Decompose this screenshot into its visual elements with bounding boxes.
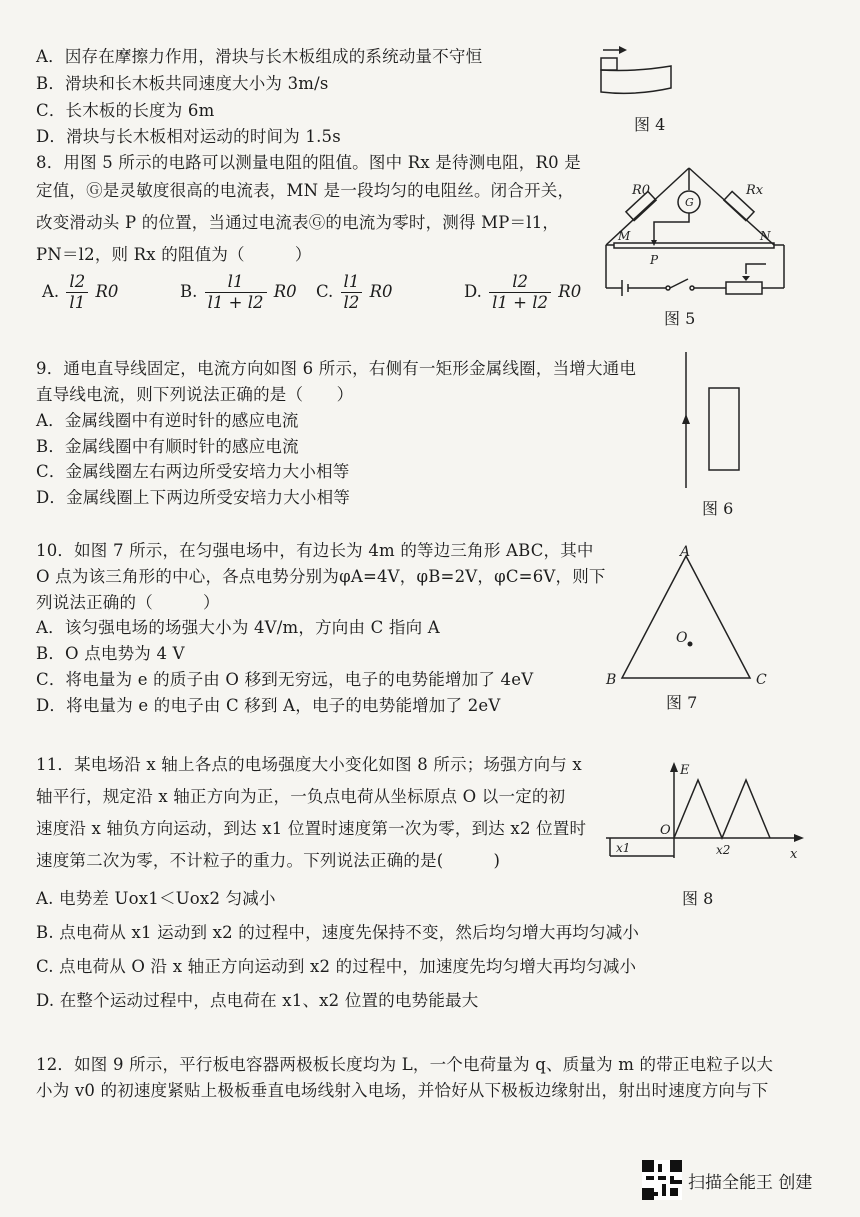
numerator: l2	[489, 272, 551, 293]
q8-option-c-label: C.	[316, 282, 334, 301]
q8-line-1: 8．用图 5 所示的电路可以测量电阻的阻值。图中 Rx 是待测电阻，R0 是	[36, 153, 581, 172]
q9-line-2: 直导线电流，则下列说法正确的是（ ）	[36, 385, 354, 404]
q8-option-b-label: B.	[180, 282, 198, 301]
q8-option-b	[180, 272, 297, 313]
q8-option-a	[42, 272, 118, 313]
q8-option-d-tail: R0	[558, 282, 582, 301]
denominator: l1 + l2	[207, 293, 264, 312]
q8-option-a-fraction	[66, 272, 88, 313]
q8-line-3: 改变滑动头 P 的位置，当通过电流表Ⓖ的电流为零时，测得 MP＝l1，	[36, 213, 560, 232]
figure-8-caption: 图 8	[682, 889, 714, 908]
figure-8-graph	[604, 758, 808, 868]
figure-5-circuit	[596, 160, 796, 305]
figure-4-caption: 图 4	[634, 115, 666, 134]
fig7-label-o: O	[676, 630, 688, 646]
q11-option-d: D. 在整个运动过程中，点电荷在 x1、x2 位置的电势能最大	[36, 991, 479, 1010]
fig7-label-b: B	[606, 672, 617, 688]
q8-option-d-fraction	[489, 272, 551, 313]
figure-4	[595, 40, 675, 100]
q8-option-c-fraction	[341, 272, 363, 313]
q9-option-b: B．金属线圈中有顺时针的感应电流	[36, 437, 299, 456]
numerator: l1	[205, 272, 267, 293]
q8-option-d-label: D.	[464, 282, 482, 301]
fig5-label-n: N	[760, 229, 771, 243]
q9-option-a: A．金属线圈中有逆时针的感应电流	[36, 411, 299, 430]
scanner-watermark	[642, 1160, 812, 1200]
q9-option-d: D．金属线圈上下两边所受安培力大小相等	[36, 488, 351, 507]
q10-line-3: 列说法正确的（ ）	[36, 593, 220, 612]
q11-option-c: C. 点电荷从 O 沿 x 轴正方向运动到 x2 的过程中，加速度先均匀增大再均匀减小	[36, 957, 637, 976]
q10-option-b: B．O 点电势为 4 V	[36, 644, 185, 663]
figure-5-caption: 图 5	[664, 309, 696, 328]
fig5-label-g: G	[685, 196, 694, 209]
q11-line-4: 速度第二次为零，不计粒子的重力。下列说法正确的是( )	[36, 851, 501, 870]
fig8-label-x1: x1	[616, 841, 631, 855]
fig8-label-o: O	[660, 823, 671, 838]
q8-line-4: PN＝l2，则 Rx 的阻值为（ ）	[36, 245, 312, 264]
q8-option-b-tail: R0	[273, 282, 297, 301]
figure-6	[676, 348, 746, 493]
q11-line-3: 速度沿 x 轴负方向运动，到达 x1 位置时速度第一次为零，到达 x2 位置时	[36, 819, 587, 838]
q12-line-1: 12．如图 9 所示，平行板电容器两极板长度均为 L，一个电荷量为 q、质量为 m 的带正电粒子以大	[36, 1055, 774, 1074]
q9-line-1: 9．通电直导线固定，电流方向如图 6 所示，右侧有一矩形金属线圈，当增大通电	[36, 359, 637, 378]
figure-7-triangle	[600, 542, 780, 690]
q11-option-a: A. 电势差 Uox1＜Uox2 匀减小	[36, 889, 276, 908]
q11-option-b: B. 点电荷从 x1 运动到 x2 的过程中，速度先保持不变，然后均匀增大再均匀减小	[36, 923, 640, 942]
q8-option-a-label: A.	[42, 282, 60, 301]
q8-option-a-tail: R0	[95, 282, 119, 301]
denominator: l1 + l2	[492, 293, 549, 312]
q10-line-1: 10．如图 7 所示，在匀强电场中，有边长为 4m 的等边三角形 ABC，其中	[36, 541, 594, 560]
q7-option-a: A．因存在摩擦力作用，滑块与长木板组成的系统动量不守恒	[36, 47, 483, 66]
fig8-label-x2: x2	[716, 843, 731, 857]
fig5-label-p: P	[650, 253, 659, 267]
fig8-label-e: E	[680, 763, 690, 778]
fig5-label-r0: R0	[632, 183, 651, 198]
fig5-label-m: M	[618, 229, 631, 243]
q12-line-2: 小为 v0 的初速度紧贴上极板垂直电场线射入电场，并恰好从下极板边缘射出，射出时速度方向与下	[36, 1081, 769, 1100]
fig5-label-rx: Rx	[746, 183, 764, 198]
q10-option-c: C．将电量为 e 的质子由 O 移到无穷远，电子的电势能增加了 4eV	[36, 670, 534, 689]
q8-line-2: 定值，Ⓖ是灵敏度很高的电流表，MN 是一段均匀的电阻丝。闭合开关，	[36, 181, 575, 200]
q10-line-2: O 点为该三角形的中心，各点电势分别为φA=4V，φB=2V，φC=6V，则下	[36, 567, 606, 586]
denominator: l1	[69, 293, 86, 312]
q8-option-b-fraction	[205, 272, 267, 313]
numerator: l1	[341, 272, 363, 293]
q8-option-d	[464, 272, 581, 313]
q7-option-b: B．滑块和长木板共同速度大小为 3m/s	[36, 74, 329, 93]
qr-code-icon	[642, 1160, 682, 1200]
figure-6-caption: 图 6	[702, 499, 734, 518]
denominator: l2	[343, 293, 360, 312]
watermark-text: 扫描全能王 创建	[688, 1172, 813, 1193]
q10-option-d: D．将电量为 e 的电子由 C 移到 A，电子的电势能增加了 2eV	[36, 696, 501, 715]
q10-option-a: A．该匀强电场的场强大小为 4V/m，方向由 C 指向 A	[36, 618, 440, 637]
fig7-label-c: C	[756, 672, 767, 688]
q9-option-c: C．金属线圈左右两边所受安培力大小相等	[36, 462, 350, 481]
fig7-label-a: A	[680, 544, 691, 560]
fig8-label-x: x	[790, 847, 798, 862]
q7-option-d: D．滑块与长木板相对运动的时间为 1.5s	[36, 127, 341, 146]
q7-option-c: C．长木板的长度为 6m	[36, 101, 215, 120]
q11-line-1: 11．某电场沿 x 轴上各点的电场强度大小变化如图 8 所示；场强方向与 x	[36, 755, 582, 774]
figure-7-caption: 图 7	[666, 693, 698, 712]
q8-option-c-tail: R0	[369, 282, 393, 301]
q11-line-2: 轴平行，规定沿 x 轴正方向为正，一负点电荷从坐标原点 O 以一定的初	[36, 787, 566, 806]
numerator: l2	[66, 272, 88, 293]
q8-option-c	[316, 272, 393, 313]
